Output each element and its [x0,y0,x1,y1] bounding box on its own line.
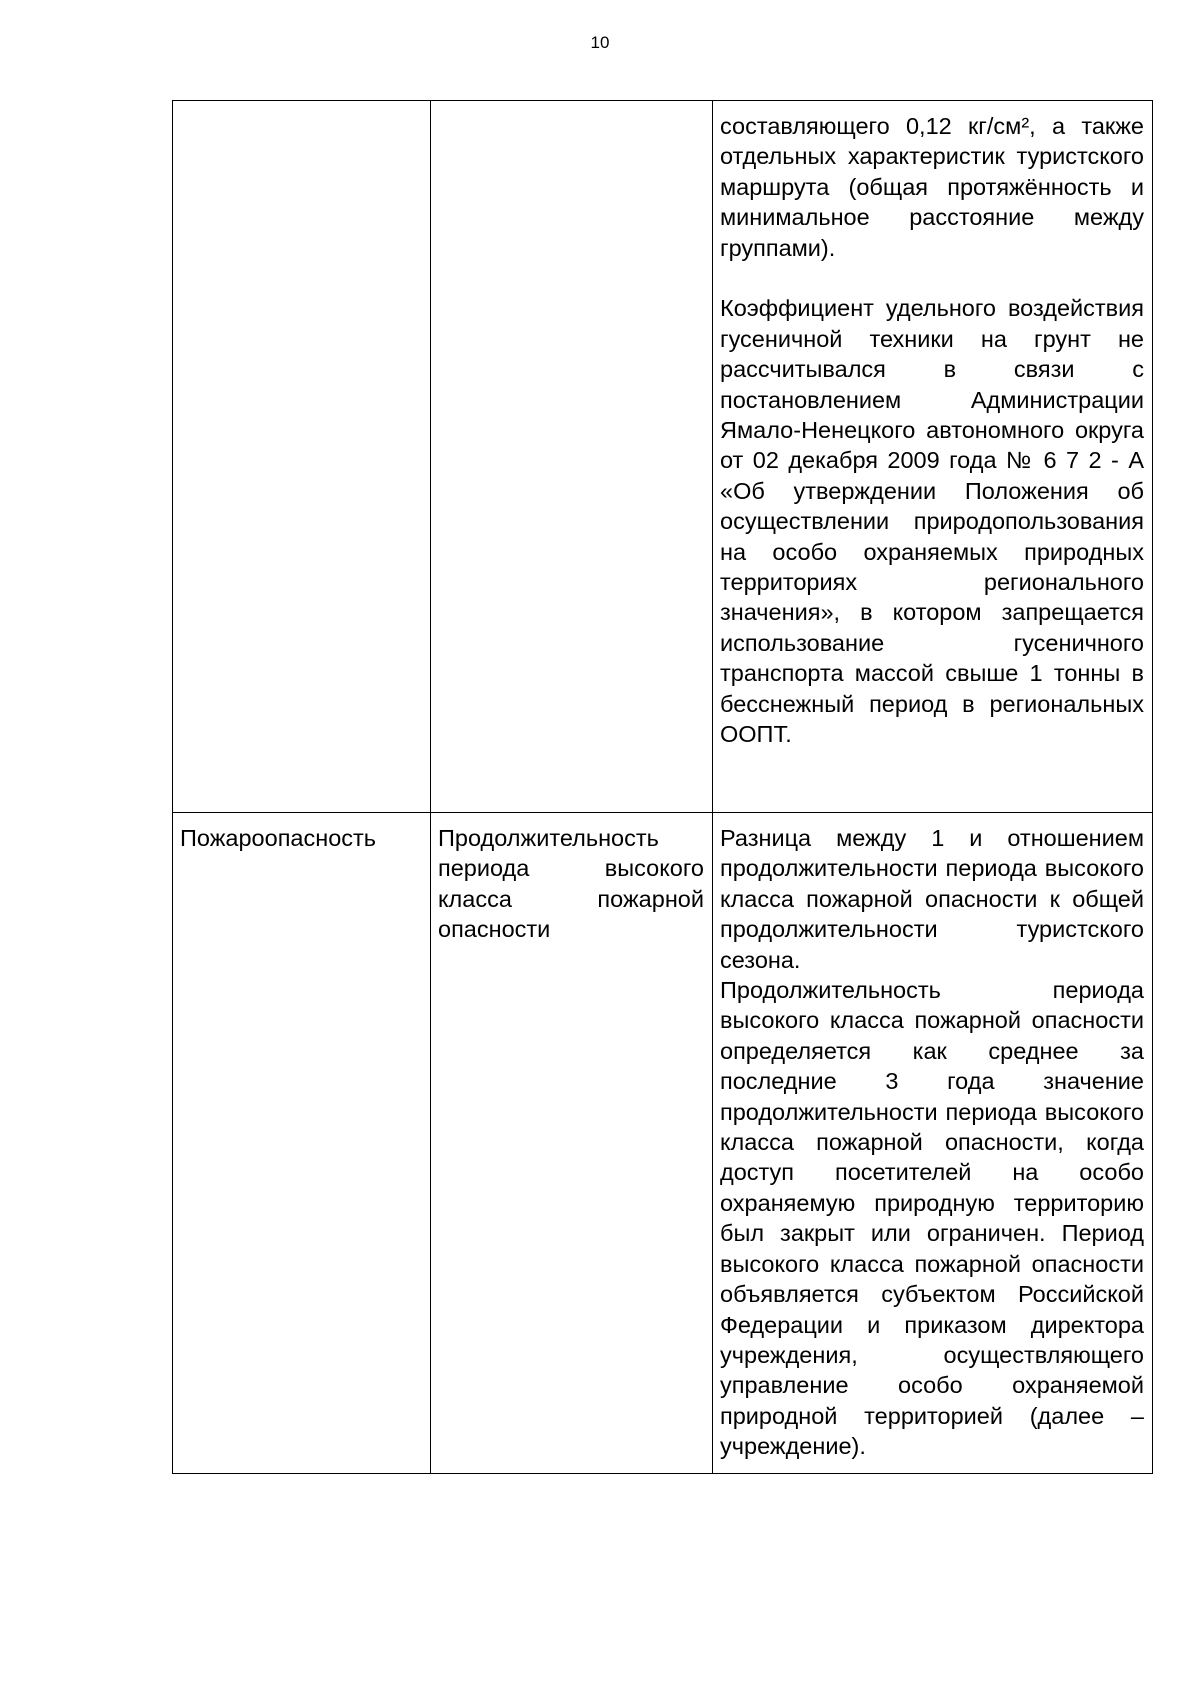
table-row [173,813,1153,1474]
parameter-cell [431,101,713,813]
method-paragraph: Разница между 1 и отношением продолжительности периода высокого класса пожарной опасности к общей продолжительности туристского сезона. [720,825,1144,973]
table-row [173,101,1153,813]
method-paragraph: составляющего 0,12 кг/см², а также отдельных характеристик туристского маршрута (общая протяжённость и минимальное расстояние между группами). [720,113,1144,261]
page-number: 10 [590,33,610,52]
parameter-cell: Продолжительность периода высокого класса пожарной опасности [431,813,713,1474]
method-paragraph: Коэффициент удельного воздействия гусеничной техники на грунт не рассчитывался в связи с постановлением Администрации Ямало-Ненецкого автономного округа от 02 декабря 2009 года № 6 7 2 - А «Об утверждении Положения об осуществлении природопользования на особо охраняемых природных территориях регионального значения», в котором запрещается использование гусеничного транспорта массой свыше 1 тонны в бесснежный период в региональных ООПТ. [720,295,1144,748]
indicator-cell: Пожароопасность [173,813,431,1474]
method-cell [713,101,1153,813]
indicator-cell [173,101,431,813]
method-cell [713,813,1153,1474]
indicators-table [172,100,1153,1474]
method-paragraph: Продолжительность периода высокого класса пожарной опасности определяется как среднее за последние 3 года значение продолжительности периода высокого класса пожарной опасности, когда доступ посетителей на особо охраняемую природную территорию был закрыт или ограничен. Период высокого класса пожарной опасности объявляется субъектом Российской Федерации и приказом директора учреждения, осуществляющего управление особо охраняемой природной территорией (далее – учреждение). [720,977,1144,1460]
